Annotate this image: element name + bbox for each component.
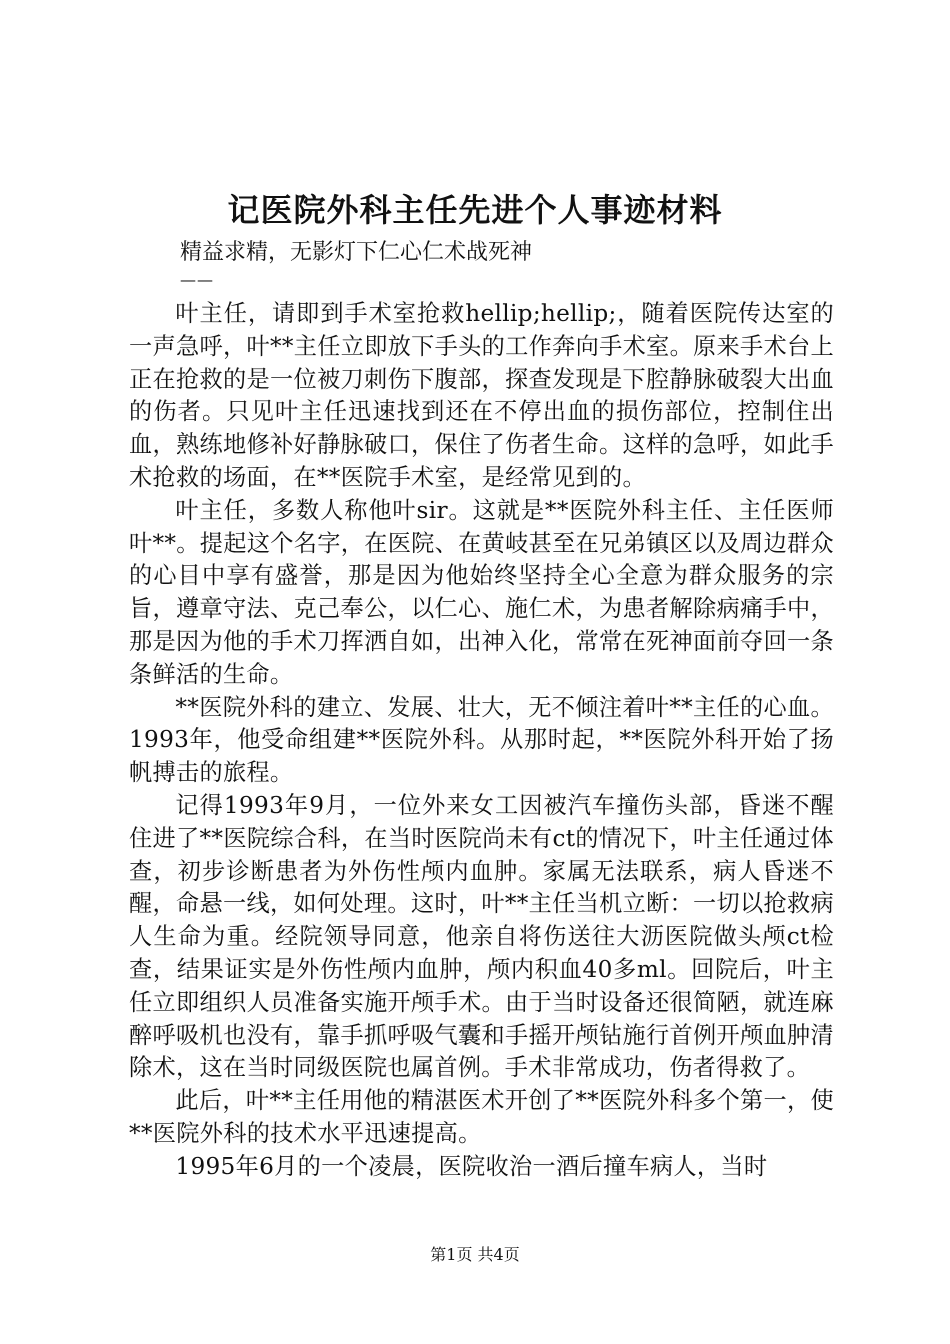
paragraph-4: 记得1993年9月，一位外来女工因被汽车撞伤头部，昏迷不醒住进了**医院综合科，在当时医院尚未有ct的情况下，叶主任通过体查，初步诊断患者为外伤性颅内血肿。家属无法联系，病人昏迷不醒，命悬一线，如何处理。这时，叶**主任当机立断：一切以抢救病人生命为重。经院领导同意，他亲自将伤送往大沥医院做头颅ct检查，结果证实是外伤性颅内血肿，颅内积血40多ml。回院后，叶主任立即组织人员准备实施开颅手术。由于当时设备还很简陋，就连麻醉呼吸机也没有，靠手抓呼吸气囊和手摇开颅钻施行首例开颅血肿清除术，这在当时同级医院也属首例。手术非常成功，伤者得救了。 [129,791,834,1082]
paragraph-6: 1995年6月的一个凌晨，医院收治一酒后撞车病人，当时 [175,1152,768,1180]
paragraph-2: 叶主任，多数人称他叶sir。这就是**医院外科主任、主任医师叶**。提起这个名字，在医院、在黄岐甚至在兄弟镇区以及周边群众的心目中享有盛誉，那是因为他始终坚持全心全意为群众服务的宗旨，遵章守法、克己奉公，以仁心、施仁术，为患者解除病痛手中，那是因为他的手术刀挥洒自如，出神入化，常常在死神面前夺回一条条鲜活的生命。 [129,496,834,688]
document-title: 记医院外科主任先进个人事迹材料 [227,191,723,229]
page-number-footer: 第1页 共4页 [430,1245,520,1264]
document-subtitle: 精益求精，无影灯下仁心仁术战死神 [180,240,533,265]
paragraph-1: 叶主任，请即到手术室抢救hellip;hellip;，随着医院传达室的一声急呼，叶**主任立即放下手头的工作奔向手术室。原来手术台上正在抢救的是一位被刀刺伤下腹部，探查发现是下腔静脉破裂大出血的伤者。只见叶主任迅速找到还在不停出血的损伤部位，控制住出血，熟练地修补好静脉破口，保住了伤者生命。这样的急呼，如此手术抢救的场面，在**医院手术室，是经常见到的。 [129,300,834,491]
paragraph-3: **医院外科的建立、发展、壮大，无不倾注着叶**主任的心血。1993年，他受命组建**医院外科。从那时起，**医院外科开始了扬帆搏击的旅程。 [129,693,834,787]
document-body [129,298,834,1184]
subtitle-dash: —— [180,270,214,289]
paragraph-5: 此后，叶**主任用他的精湛医术开创了**医院外科多个第一，使**医院外科的技术水平迅速提高。 [129,1087,834,1147]
